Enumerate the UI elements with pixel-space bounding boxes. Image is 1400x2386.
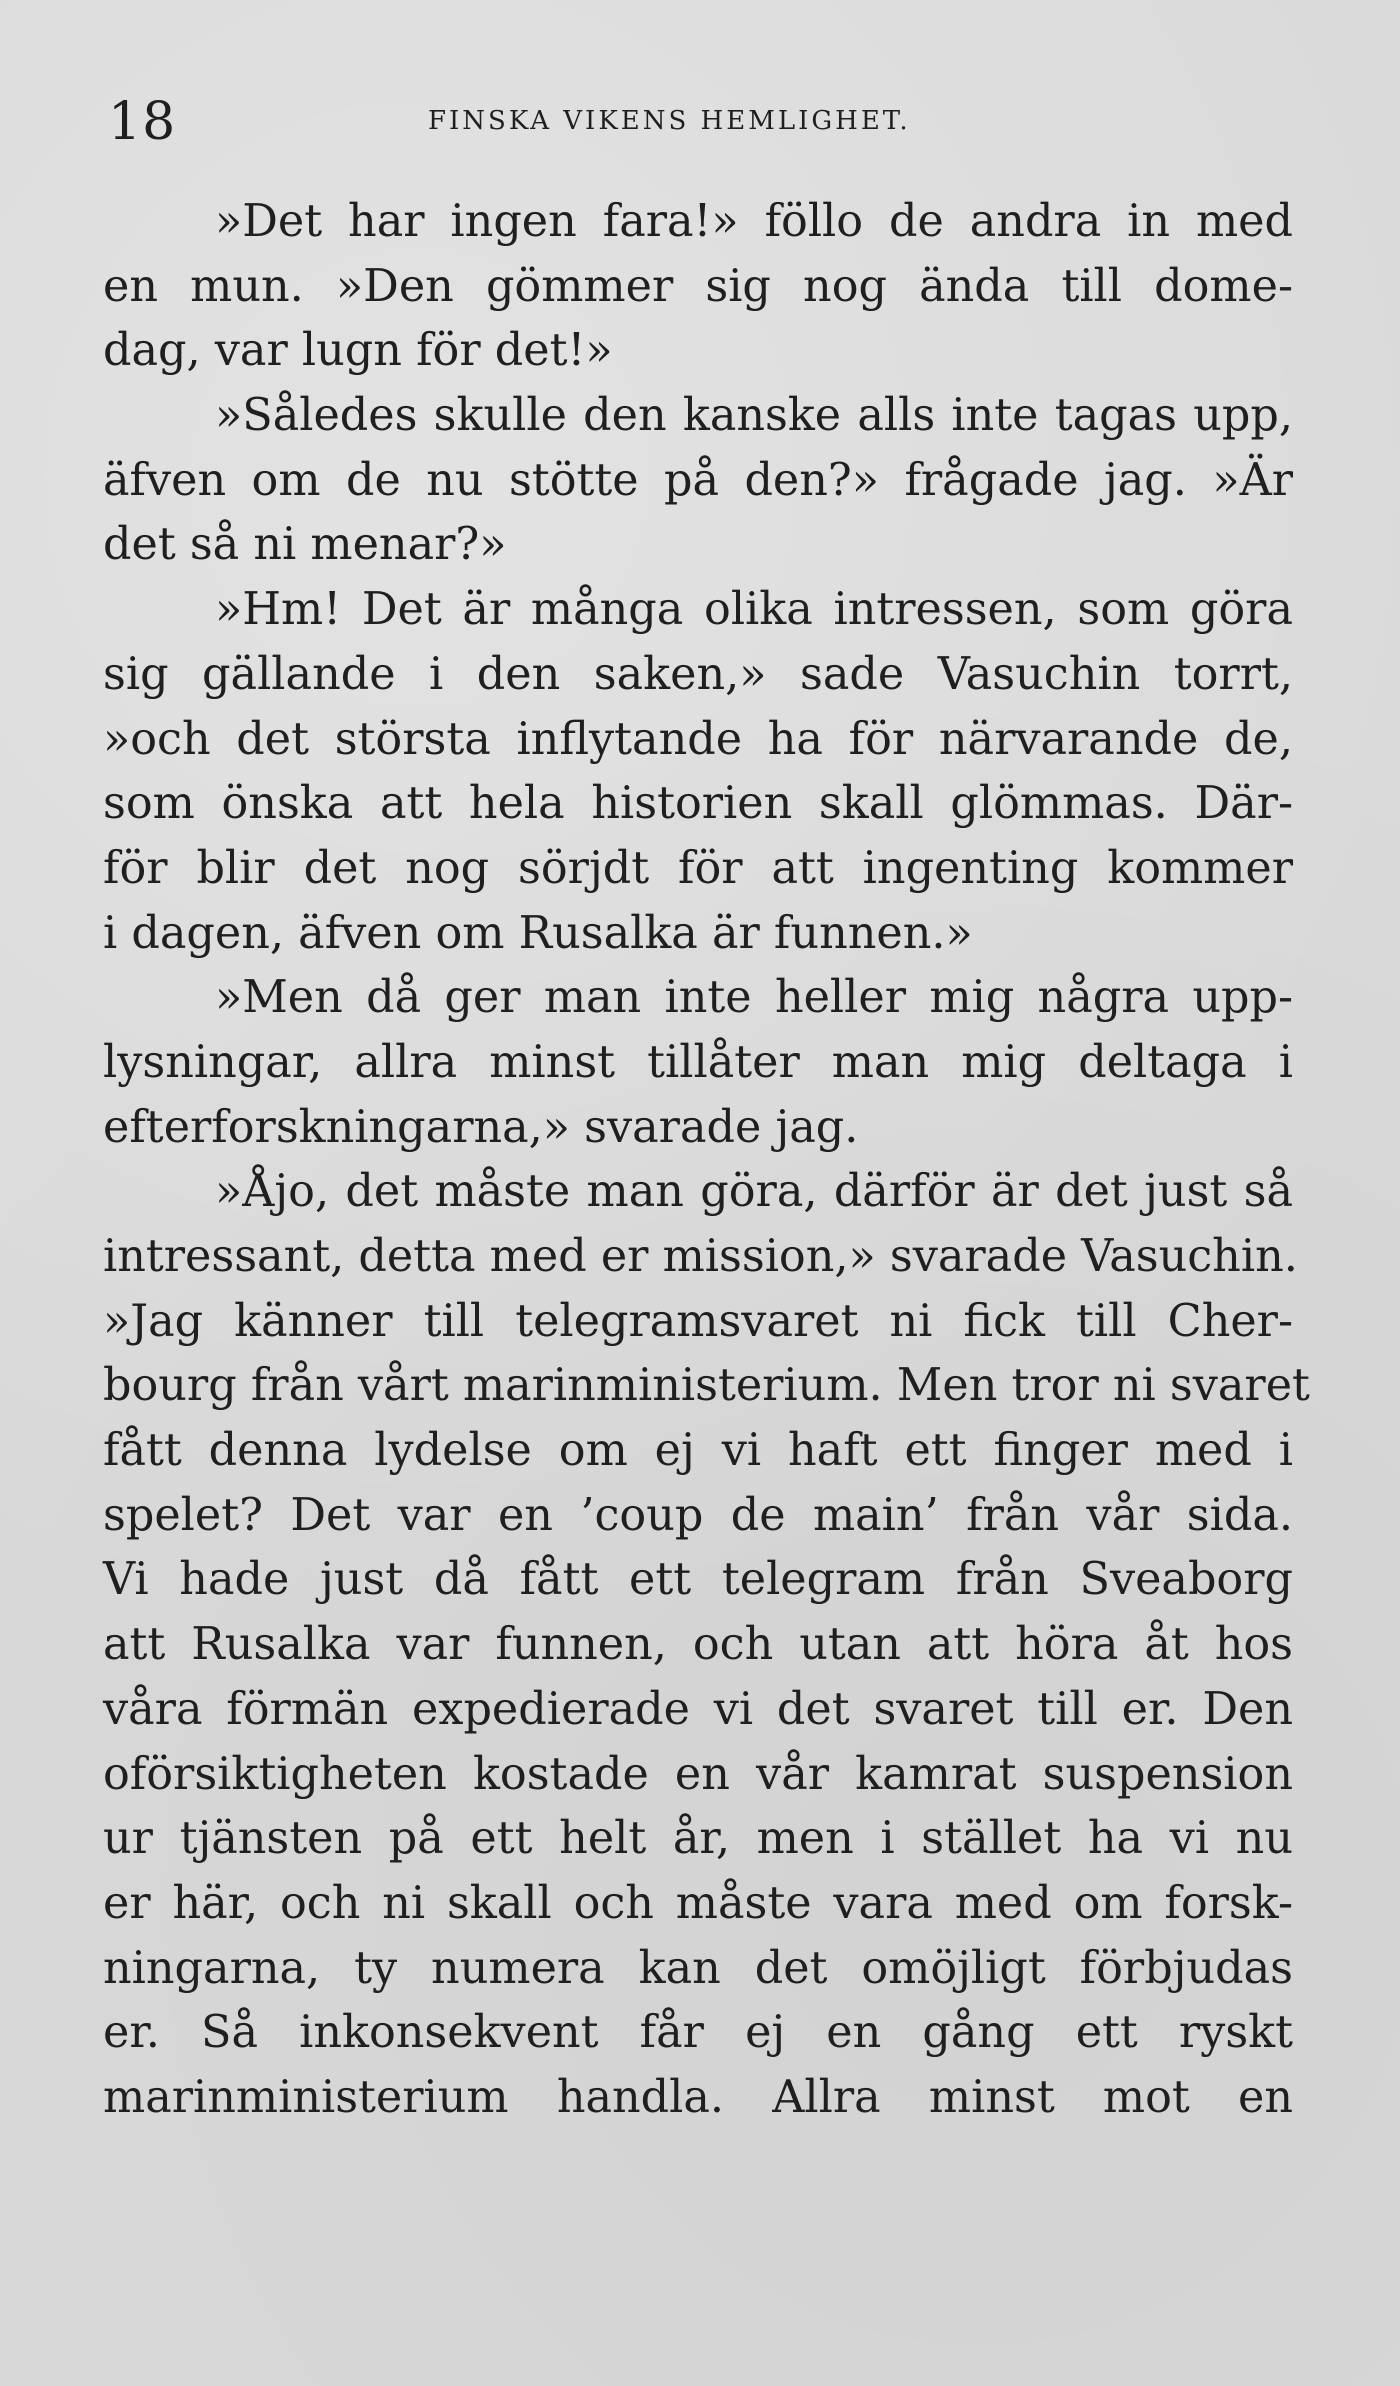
- text-line: våra förmän expedierade vi det svaret till er. Den: [103, 1683, 1293, 1735]
- text-line: fått denna lydelse om ej vi haft ett finger med i: [103, 1425, 1293, 1477]
- text-line: dag, var lugn för det!»: [103, 325, 613, 377]
- text-line: intressant, detta med er mission,» svarade Vasuchin.: [103, 1231, 1298, 1282]
- text-line: »Jag känner till telegramsvaret ni fick till Cher-: [103, 1295, 1293, 1347]
- text-line: lysningar, allra minst tillåter man mig deltaga i: [103, 1036, 1293, 1088]
- text-line: att Rusalka var funnen, och utan att höra åt hos: [103, 1619, 1293, 1671]
- text-line: ningarna, ty numera kan det omöjligt förbjudas: [103, 1942, 1293, 1994]
- text-line: äfven om de nu stötte på den?» frågade jag. »Är: [103, 454, 1293, 506]
- text-line: det så ni menar?»: [103, 519, 507, 571]
- page-number: 18: [108, 92, 177, 152]
- running-head: FINSKA VIKENS HEMLIGHET.: [428, 106, 911, 136]
- text-line: för blir det nog sörjdt för att ingenting kommer: [103, 842, 1293, 894]
- text-line: Vi hade just då fått ett telegram från Sveaborg: [103, 1554, 1293, 1606]
- text-line: »Men då ger man inte heller mig några upp-: [215, 972, 1293, 1024]
- text-line: spelet? Det var en ’coup de main’ från vår sida.: [103, 1489, 1293, 1541]
- text-line: oförsiktigheten kostade en vår kamrat suspension: [103, 1748, 1293, 1800]
- text-line: sig gällande i den saken,» sade Vasuchin torrt,: [103, 648, 1293, 700]
- text-line: i dagen, äfven om Rusalka är funnen.»: [103, 907, 973, 959]
- text-line: som önska att hela historien skall glömmas. Där-: [103, 778, 1293, 830]
- text-line: efterforskningarna,» svarade jag.: [103, 1101, 859, 1153]
- text-line: er här, och ni skall och måste vara med om forsk-: [103, 1877, 1293, 1929]
- text-line: »Således skulle den kanske alls inte tagas upp,: [215, 390, 1293, 442]
- text-line: »Åjo, det måste man göra, därför är det just så: [215, 1166, 1293, 1218]
- page-header: [0, 0, 1400, 220]
- text-line: er. Så inkonsekvent får ej en gång ett ryskt: [103, 2007, 1293, 2059]
- text-line: marinministerium handla. Allra minst mot en: [103, 2071, 1293, 2123]
- text-line: en mun. »Den gömmer sig nog ända till dome-: [103, 260, 1293, 312]
- text-line: bourg från vårt marinministerium. Men tror ni svaret: [103, 1360, 1310, 1412]
- page-body-text: [103, 190, 1310, 2131]
- text-line: ur tjänsten på ett helt år, men i stället ha vi nu: [103, 1813, 1293, 1865]
- text-line: »och det största inflytande ha för närvarande de,: [103, 713, 1293, 765]
- text-line: »Det har ingen fara!» föllo de andra in med: [215, 196, 1293, 247]
- text-line: »Hm! Det är många olika intressen, som göra: [215, 584, 1293, 636]
